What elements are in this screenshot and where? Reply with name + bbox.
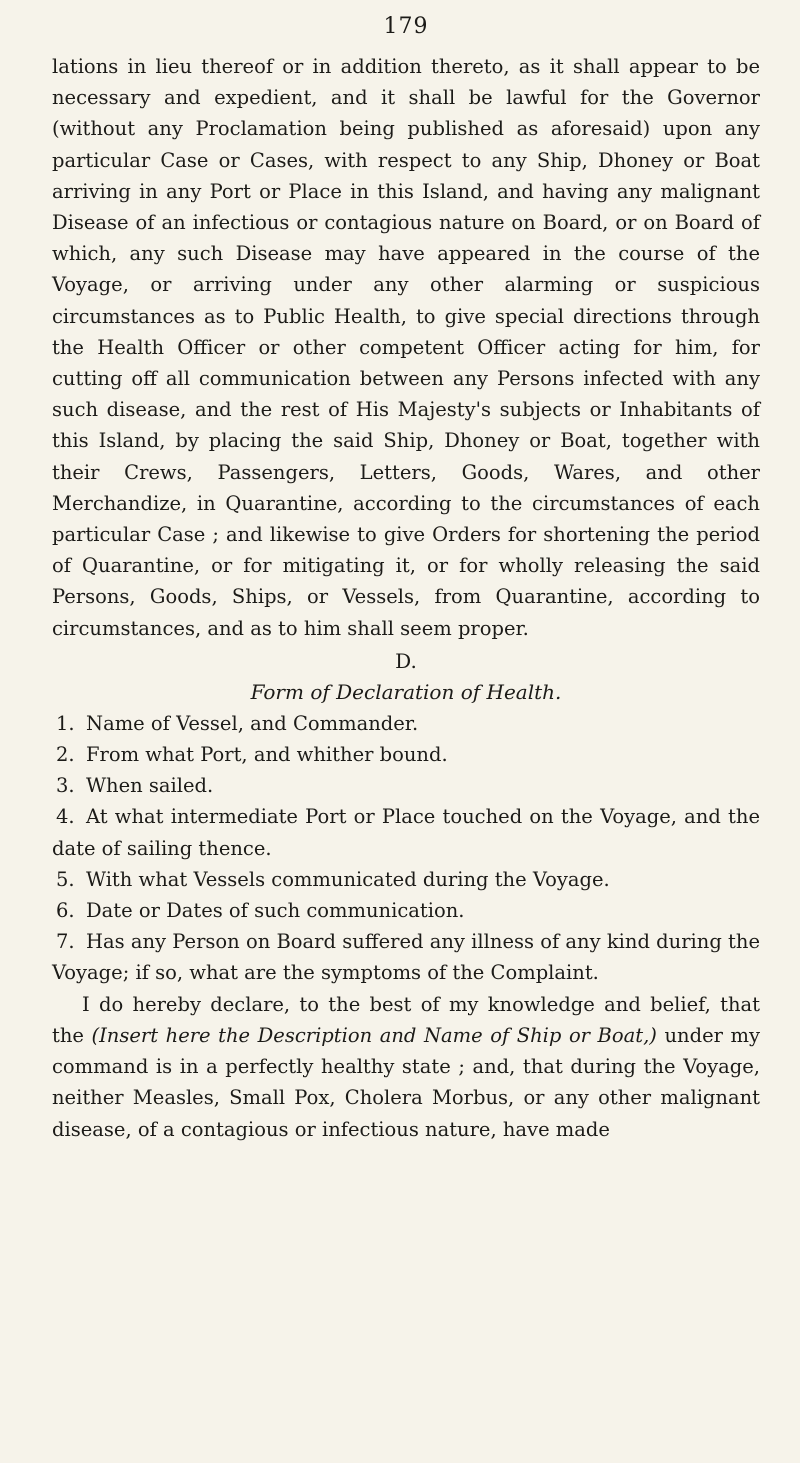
item-text: Has any Person on Board suffered any illness of any kind during the Voyage; if so, what are the symptoms of the Complaint. <box>52 930 760 985</box>
item-text: Name of Vessel, and Commander. <box>86 711 419 735</box>
list-item <box>52 801 760 863</box>
item-number: 3. <box>56 774 75 798</box>
item-number: 6. <box>56 899 75 923</box>
declaration-text-after: under my command is in a perfectly healthy state ; and, that during the Voyage, neither Measles, Small Pox, Cholera Morbus, or any other malignant disease, of a contagious or infectious nature, have made <box>52 1023 760 1141</box>
item-text: Date or Dates of such communication. <box>86 899 465 923</box>
declaration-insert-note: (Insert here the Description and Name of Ship or Boat,) <box>91 1023 657 1047</box>
declaration-paragraph <box>52 989 760 1145</box>
declaration-items-list <box>52 708 760 989</box>
item-text: When sailed. <box>86 774 214 798</box>
item-number: 1. <box>56 711 75 735</box>
body-paragraph: lations in lieu thereof or in addition thereto, as it shall appear to be necessary and expedient, and it shall be lawful for the Governor (without any Proclamation being published as aforesaid) upon any particular Case or Cases, with respect to any Ship, Dhoney or Boat arriving in any Port or Place in this Island, and having any malignant Disease of an infectious or contagious nature on Board, or on Board of which, any such Disease may have appeared in the course of the Voyage, or arriving under any other alarming or suspicious circumstances as to Public Health, to give special directions through the Health Officer or other competent Officer acting for him, for cutting off all communication between any Persons infected with any such disease, and the rest of His Majesty's subjects or Inhabitants of this Island, by placing the said Ship, Dhoney or Boat, together with their Crews, Passengers, Letters, Goods, Wares, and other Merchandize, in Quarantine, according to the circumstances of each particular Case ; and likewise to give Orders for shortening the period of Quarantine, or for mitigating it, or for wholly releasing the said Persons, Goods, Ships, or Vessels, from Quarantine, according to circumstances, and as to him shall seem proper. <box>52 55 760 640</box>
section-letter: D. <box>395 648 417 673</box>
list-item <box>52 926 760 988</box>
item-number: 7. <box>56 930 75 954</box>
list-item <box>52 895 760 926</box>
item-text: At what intermediate Port or Place touched on the Voyage, and the date of sailing thence. <box>52 805 760 860</box>
form-title: Form of Declaration of Health. <box>250 679 562 704</box>
item-number: 2. <box>56 743 75 767</box>
item-text: From what Port, and whither bound. <box>86 743 448 767</box>
item-text: With what Vessels communicated during the Voyage. <box>86 867 610 891</box>
item-number: 4. <box>56 805 75 829</box>
declaration-text-before: I do hereby declare, to the best of my knowledge and belief, that the <box>52 992 760 1047</box>
list-item <box>52 708 760 739</box>
list-item <box>52 770 760 801</box>
item-number: 5. <box>56 867 75 891</box>
page-number: 179 <box>383 14 429 39</box>
list-item <box>52 864 760 895</box>
list-item <box>52 739 760 770</box>
